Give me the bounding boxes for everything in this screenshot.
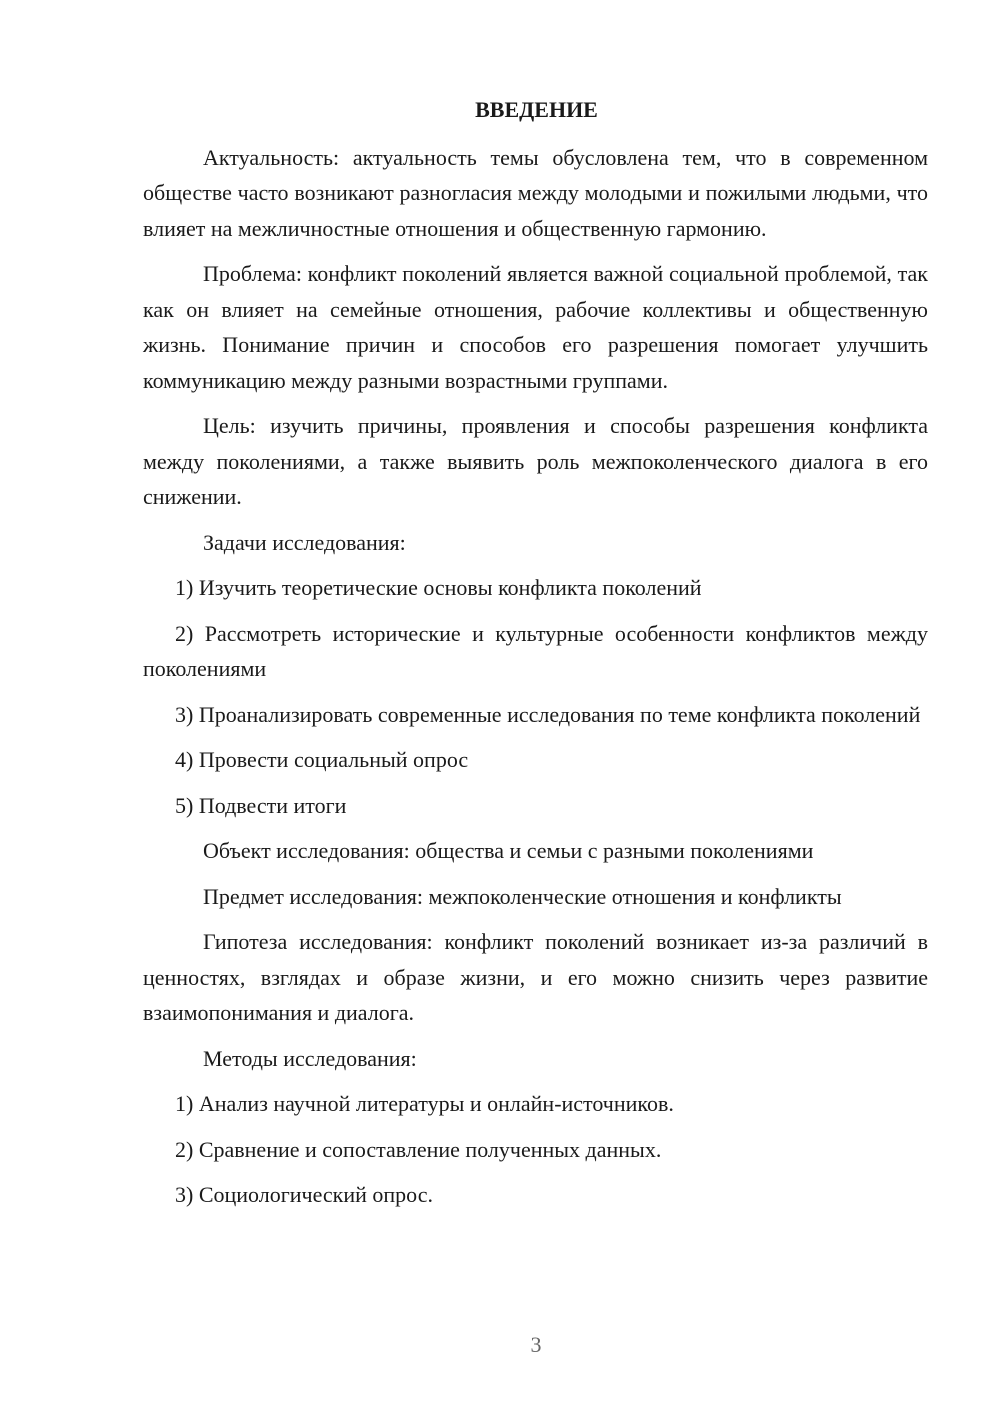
task-item: 1) Изучить теоретические основы конфликта поколений xyxy=(175,575,702,600)
object-paragraph: Объект исследования: общества и семьи с разными поколениями xyxy=(203,838,814,863)
method-item: 1) Анализ научной литературы и онлайн-источников. xyxy=(175,1091,674,1116)
relevance-paragraph: Актуальность: актуальность темы обусловлена тем, что в современном обществе часто возникают разногласия между молодыми и пожилыми людьми, что влияет на межличностные отношения и общественную гармонию. xyxy=(143,144,928,241)
goal-paragraph: Цель: изучить причины, проявления и способы разрешения конфликта между поколениями, а также выявить роль межпоколенческого диалога в его снижении. xyxy=(143,413,928,509)
method-item: 2) Сравнение и сопоставление полученных данных. xyxy=(175,1136,662,1162)
document-page xyxy=(143,92,928,1223)
page-number: 3 xyxy=(530,1332,542,1357)
section-title: ВВЕДЕНИЕ xyxy=(475,97,598,122)
problem-paragraph: Проблема: конфликт поколений является важной социальной проблемой, так как он влияет на семейные отношения, рабочие коллективы и общественную жизнь. Понимание причин и способов его разрешения помогает улучшить коммуникацию между разными возрастными группами. xyxy=(143,261,928,393)
task-item: 2) Рассмотреть исторические и культурные особенности конфликтов между поколениями xyxy=(143,620,928,681)
method-item: 3) Социологический опрос. xyxy=(175,1182,433,1207)
task-item: 3) Проанализировать современные исследования по теме конфликта поколений xyxy=(175,701,921,727)
tasks-heading: Задачи исследования: xyxy=(203,529,406,555)
task-item: 5) Подвести итоги xyxy=(175,792,347,818)
subject-paragraph: Предмет исследования: межпоколенческие отношения и конфликты xyxy=(203,883,842,909)
methods-heading: Методы исследования: xyxy=(203,1045,417,1071)
task-item: 4) Провести социальный опрос xyxy=(175,747,469,772)
hypothesis-paragraph: Гипотеза исследования: конфликт поколений возникает из-за различий в ценностях, взглядах и образе жизни, и его можно снизить через развитие взаимопонимания и диалога. xyxy=(143,929,928,1025)
